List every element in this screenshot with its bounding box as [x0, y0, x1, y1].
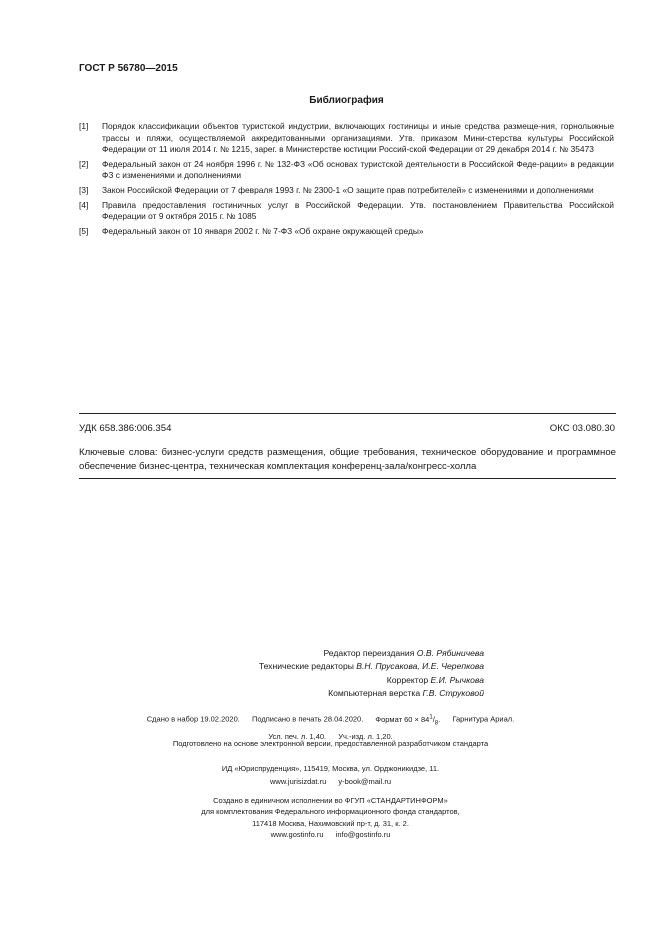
bibliography-item — [79, 121, 614, 156]
credit-name: Е.И. Рычкова — [430, 674, 484, 685]
credit-name: В.Н. Прусакова, И.Е. Черепкова — [356, 661, 484, 672]
keywords: Ключевые слова: бизнес-услуги средств размещения, общие требования, техническое оборудование и программное обеспечение бизнес-центра, техническая комплектация конференц-зала/конгресс-холла — [79, 447, 616, 472]
production-line2: для комплектования Федерального информационного фонда стандартов, — [201, 807, 460, 817]
production-contacts — [0, 829, 661, 840]
production-address: 117418 Москва, Нахимовский пр-т, д. 31, к. 2. — [252, 818, 409, 828]
bibliography-item-text: Правила предоставления гостиничных услуг в Российской Федерации. Утв. постановлением Правительства Российской Федерации от 9 октября 2015 г. № 1085 — [102, 199, 614, 222]
format-denominator: 8 — [434, 720, 439, 726]
bibliography-item — [79, 226, 614, 238]
publisher-address: ИД «Юриспруденция», 115419, Москва, ул. Орджоникидзе, 11. — [221, 764, 440, 773]
credit-name: О.В. Рябиничева — [416, 648, 484, 658]
format-numerator: 1 — [429, 714, 433, 720]
publisher-email: y-book@mail.ru — [338, 777, 391, 786]
credit-corrector — [140, 674, 484, 687]
bibliography-title: Библиография — [309, 95, 384, 106]
bibliography-item-number: [5] — [79, 225, 89, 236]
signed-date: Подписано в печать 28.04.2020. — [251, 714, 364, 724]
publisher-site: www.jurisizdat.ru — [270, 777, 327, 786]
publishing-sheets: Уч.-изд. л. 1,20. — [338, 732, 393, 741]
bibliography-item-number: [4] — [79, 199, 89, 210]
credit-tech-editors — [140, 660, 484, 673]
credit-label: Редактор переиздания — [323, 648, 415, 658]
credit-label: Компьютерная верстка — [328, 688, 421, 699]
submitted-date: Сдано в набор 19.02.2020. — [146, 714, 240, 724]
udk-code: УДК 658.386:006.354 — [79, 423, 172, 434]
bibliography-item-number: [3] — [79, 184, 89, 195]
print-info-line1 — [60, 710, 601, 730]
top-divider — [79, 413, 616, 414]
publisher-info — [0, 762, 661, 788]
format-label: Формат 60 × 84 — [375, 714, 430, 724]
production-site: www.gostinfo.ru — [270, 829, 324, 839]
format: Формат $60 \times 84^1/_8$. — [375, 714, 441, 726]
bibliography-item-text: Закон Российской Федерации от 7 февраля 1993 г. № 2300-1 «О защите прав потребителей» с изменениями и дополнениями — [102, 184, 594, 195]
credit-layout — [140, 687, 484, 700]
printed-sheets: Усл. печ. л. 1,40. — [268, 732, 327, 741]
typeface: Гарнитура Ариал. — [452, 714, 515, 724]
production-line1: Создано в единичном исполнении во ФГУП «СТАНДАРТИНФОРМ» — [213, 796, 448, 805]
bibliography-item — [79, 200, 614, 223]
credit-name: Г.В. Струковой — [422, 688, 484, 699]
credit-editor — [140, 647, 484, 660]
standard-number: ГОСТ Р 56780—2015 — [79, 63, 178, 74]
credit-label: Корректор — [386, 674, 429, 685]
prepared-note: Подготовлено на основе электронной версии, предоставленной разработчиком стандарта — [172, 739, 489, 748]
bibliography-item-text: Федеральный закон от 10 января 2002 г. № 7-ФЗ «Об охране окружающей среды» — [102, 225, 424, 236]
production-email: info@gostinfo.ru — [335, 829, 391, 839]
bibliography-item — [79, 185, 614, 197]
bibliography-item-number: [2] — [79, 158, 89, 169]
credit-label: Технические редакторы — [258, 661, 354, 672]
bottom-divider — [79, 478, 616, 479]
publisher-contacts — [0, 775, 661, 788]
bibliography-item-text: Порядок классификации объектов туристской индустрии, включающих гостиницы и иные средства размеще-ния, горнолыжные трассы и пляжи, осуществляемой аккредитованными организациями. Утв. приказом Мини-стерства культуры Российской Федерации от 11 июля 2014 г. № 1215, зарег. в Министерстве юстиции Россий-ской Федерации от 29 декабря 2014 г. № 35473 — [102, 121, 614, 155]
bibliography-list — [79, 121, 614, 240]
bibliography-item-number: [1] — [79, 121, 89, 131]
credits — [140, 647, 484, 701]
bibliography-item — [79, 159, 614, 182]
oks-code: ОКС 03.080.30 — [549, 423, 615, 434]
bibliography-item-text: Федеральный закон от 24 ноября 1996 г. № 132-ФЗ «Об основах туристской деятельности в Российской Феде-рации» в редакции ФЗ с изменениями и дополнениями — [102, 158, 614, 181]
production-info — [0, 795, 661, 840]
